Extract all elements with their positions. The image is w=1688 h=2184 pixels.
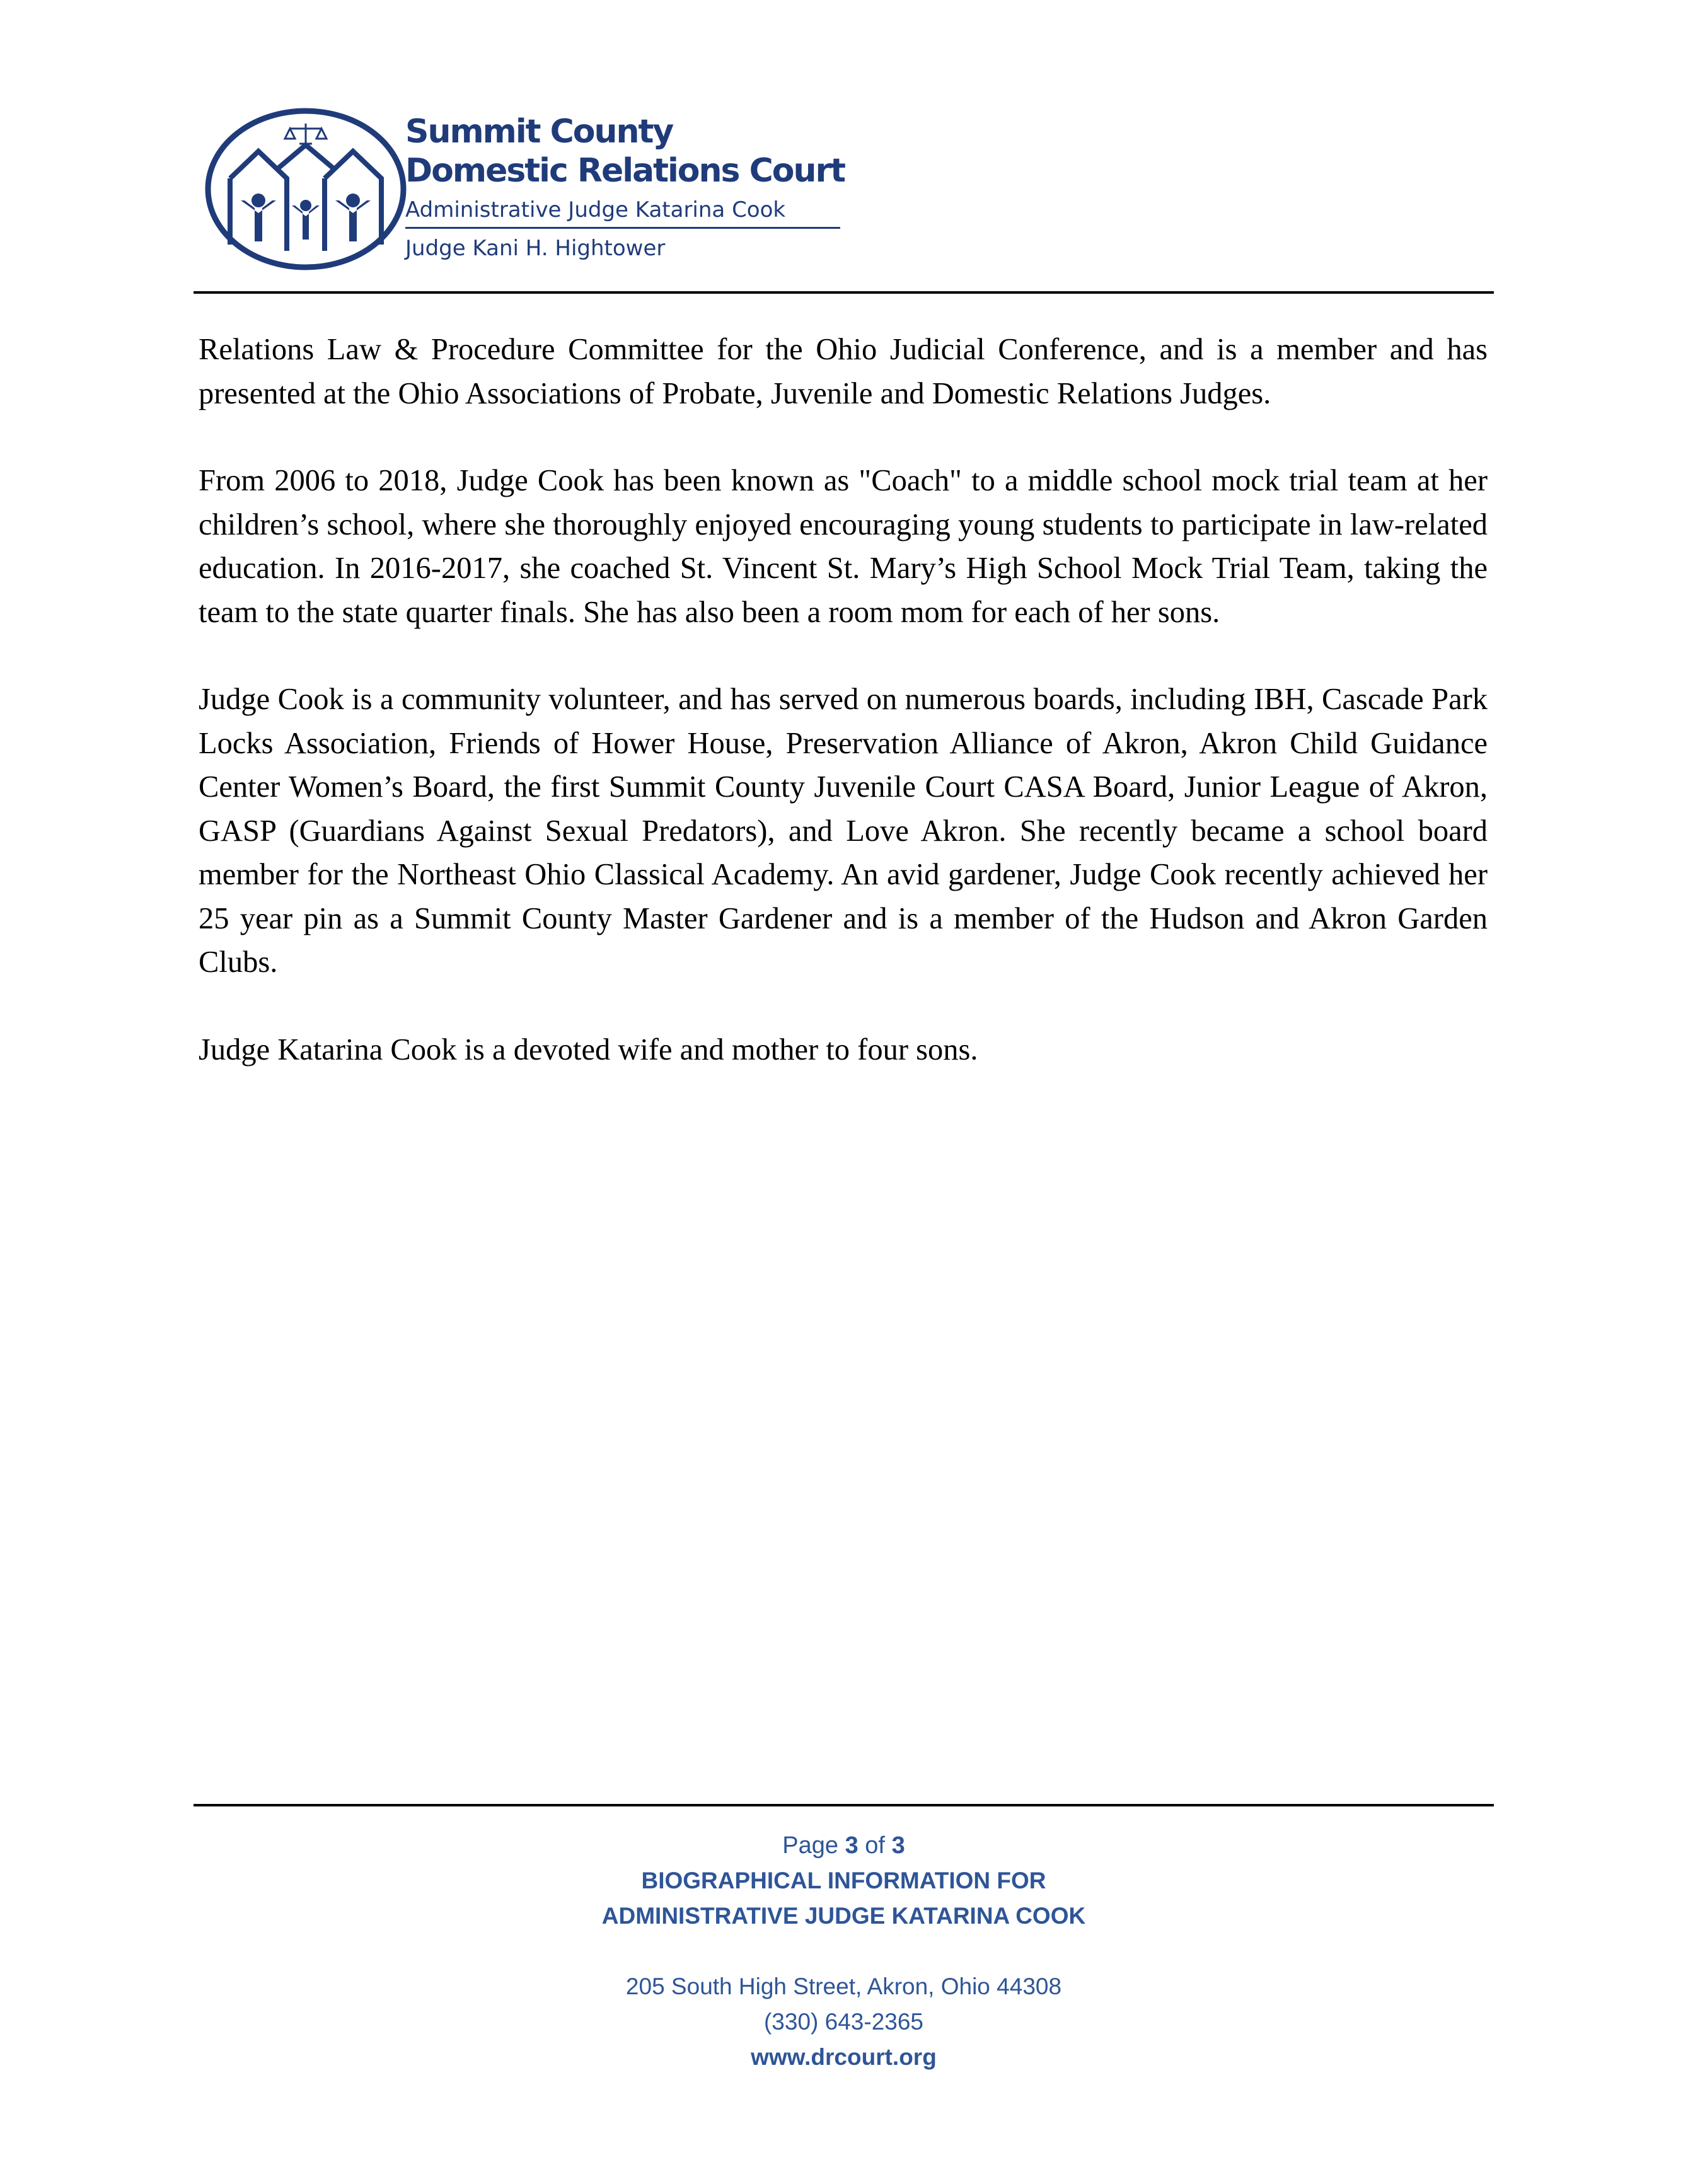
footer-title-2: ADMINISTRATIVE JUDGE KATARINA COOK: [601, 1903, 1086, 1929]
court-name-line-1: Summit County: [405, 113, 673, 151]
judge-name: Judge Kani H. Hightower: [405, 236, 666, 261]
page-word: Page: [782, 1832, 839, 1859]
administrative-judge: Administrative Judge Katarina Cook: [405, 195, 840, 229]
footer-title-1: BIOGRAPHICAL INFORMATION FOR: [641, 1868, 1046, 1893]
footer-divider: [194, 1804, 1494, 1806]
page-number: [194, 1828, 1494, 1863]
paragraph: From 2006 to 2018, Judge Cook has been known as "Coach" to a middle school mock trial team at her children’s school, where she thoroughly enjoyed encouraging young students to participate in law-related education. In 2016-2017, she coached St. Vincent St. Mary’s High School Mock Trial Team, taking the team to the state quarter finals. She has also been a room mom for each of her sons.: [199, 464, 1488, 629]
court-name-line-2: Domestic Relations Court: [405, 152, 845, 190]
scales-icon: [285, 124, 327, 144]
page-current: 3: [845, 1832, 858, 1859]
page-of: of: [865, 1832, 885, 1859]
biography-body: [199, 328, 1488, 1115]
header-divider: [194, 291, 1494, 294]
people-icon: [241, 194, 371, 241]
paragraph: Relations Law & Procedure Committee for the Ohio Judicial Conference, and is a member and has presented at the Ohio Associations of Probate, Juvenile and Domestic Relations Judges.: [199, 333, 1488, 410]
paragraph: Judge Katarina Cook is a devoted wife and mother to four sons.: [199, 1032, 978, 1066]
paragraph: Judge Cook is a community volunteer, and has served on numerous boards, including IBH, Cascade Park Locks Association, Friends of Hower House, Preservation Alliance of Akron, Akron Child Guidance Center Women’s Board, the first Summit County Juvenile Court CASA Board, Junior League of Akron, GASP (Guardians Against Sexual Predators), and Love Akron. She recently became a school board member for the Northeast Ohio Classical Academy. An avid gardener, Judge Cook recently achieved her 25 year pin as a Summit County Master Gardener and is a member of the Hudson and Akron Garden Clubs.: [199, 683, 1488, 979]
footer-website-link[interactable]: www.drcourt.org: [751, 2044, 937, 2070]
page-total: 3: [891, 1832, 905, 1859]
letterhead: [189, 106, 882, 279]
court-title-block: [405, 112, 859, 263]
footer: [194, 1828, 1494, 2075]
footer-address: 205 South High Street, Akron, Ohio 44308: [625, 1973, 1062, 1999]
court-logo: [202, 106, 410, 273]
footer-phone: (330) 643-2365: [763, 2009, 924, 2035]
